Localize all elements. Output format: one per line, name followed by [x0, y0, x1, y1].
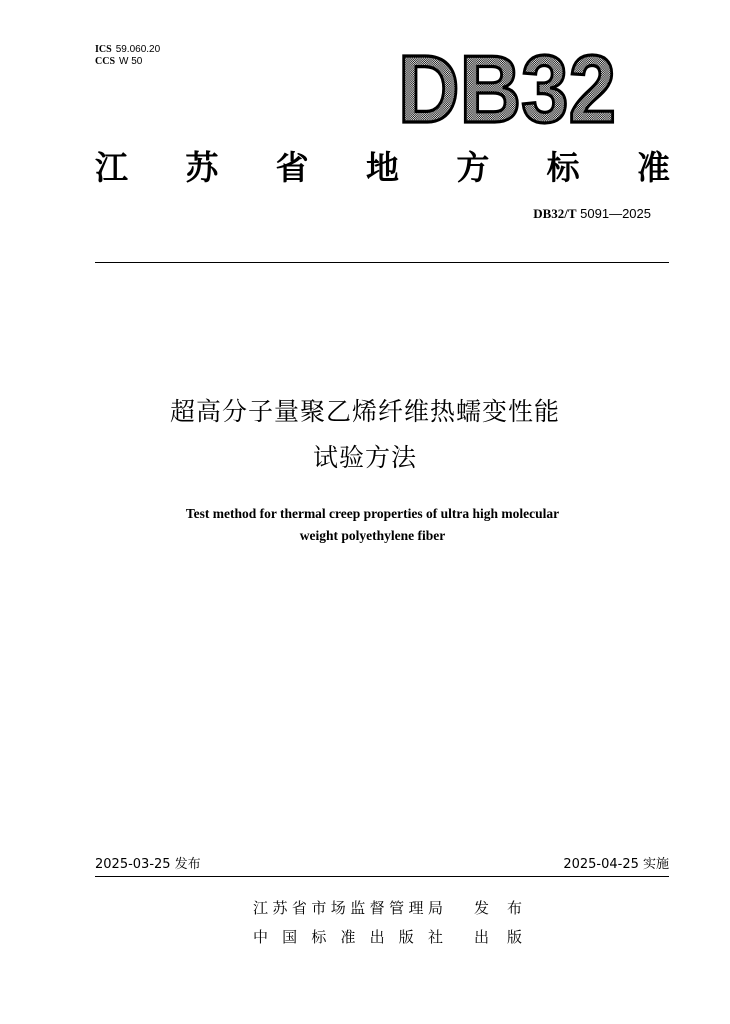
- publisher-name-char: 局: [427, 899, 443, 917]
- publisher-row: [253, 898, 533, 918]
- ics-label: ICS: [95, 44, 112, 55]
- publisher-name: [253, 898, 443, 918]
- publisher-role: [474, 898, 522, 918]
- db32-logo: [392, 40, 622, 132]
- standard-number-prefix: DB32/T: [533, 206, 577, 221]
- standard-type-heading: [95, 146, 670, 190]
- ics-value: 59.060.20: [115, 44, 161, 55]
- standard-type-char: 方: [456, 148, 490, 187]
- publisher-name-char: 苏: [272, 899, 288, 917]
- standard-type-char: 省: [275, 148, 309, 187]
- issue-date: 2025-03-25 发布: [95, 857, 201, 872]
- publisher-role-char: 发: [474, 899, 490, 917]
- standard-type-char: 江: [95, 148, 128, 187]
- publisher-name: [253, 927, 443, 947]
- publisher-role-char: 版: [506, 928, 522, 946]
- standard-number-value: 5091—2025: [576, 206, 651, 221]
- publisher-name-char: 国: [282, 928, 298, 946]
- footer-divider: [95, 876, 669, 877]
- header-divider: [95, 262, 669, 263]
- publisher-role-char: 布: [506, 899, 522, 917]
- logo-text: DB32: [398, 40, 616, 132]
- ccs-code: [95, 56, 142, 68]
- ccs-value: W 50: [119, 56, 143, 67]
- implementation-date: 2025-04-25 实施: [563, 857, 669, 872]
- publisher-role: [474, 927, 522, 947]
- publisher-name-char: 监: [350, 899, 366, 917]
- publisher-name-char: 中: [253, 928, 269, 946]
- publisher-role-char: 出: [474, 928, 490, 946]
- english-title-line-1: Test method for thermal creep properties of ultra high molecular: [185, 506, 560, 521]
- ics-code: [95, 44, 160, 56]
- standard-type-char: 标: [546, 148, 580, 187]
- chinese-title-line-1: 超高分子量聚乙烯纤维热蠕变性能: [169, 397, 560, 426]
- publisher-name-char: 场: [330, 899, 346, 917]
- publisher-name-char: 江: [253, 899, 269, 917]
- ccs-label: CCS: [95, 56, 116, 67]
- publisher-name-char: 出: [369, 928, 385, 946]
- publisher-name-char: 督: [369, 899, 385, 917]
- publisher-name-char: 社: [427, 928, 443, 946]
- standard-type-char: 地: [365, 148, 399, 187]
- publisher-name-char: 市: [311, 899, 327, 917]
- publisher-row: [253, 927, 533, 947]
- publisher-name-char: 版: [398, 928, 414, 946]
- standard-type-char: 准: [636, 148, 670, 187]
- publisher-name-char: 准: [340, 928, 356, 946]
- english-title-line-2: weight polyethylene fiber: [299, 528, 446, 543]
- standard-number: [533, 206, 651, 223]
- chinese-title-line-2: 试验方法: [312, 443, 417, 472]
- publisher-name-char: 理: [408, 899, 424, 917]
- standard-type-char: 苏: [185, 148, 219, 187]
- publisher-name-char: 省: [291, 899, 307, 917]
- publisher-name-char: 标: [311, 928, 327, 946]
- publisher-name-char: 管: [389, 899, 405, 917]
